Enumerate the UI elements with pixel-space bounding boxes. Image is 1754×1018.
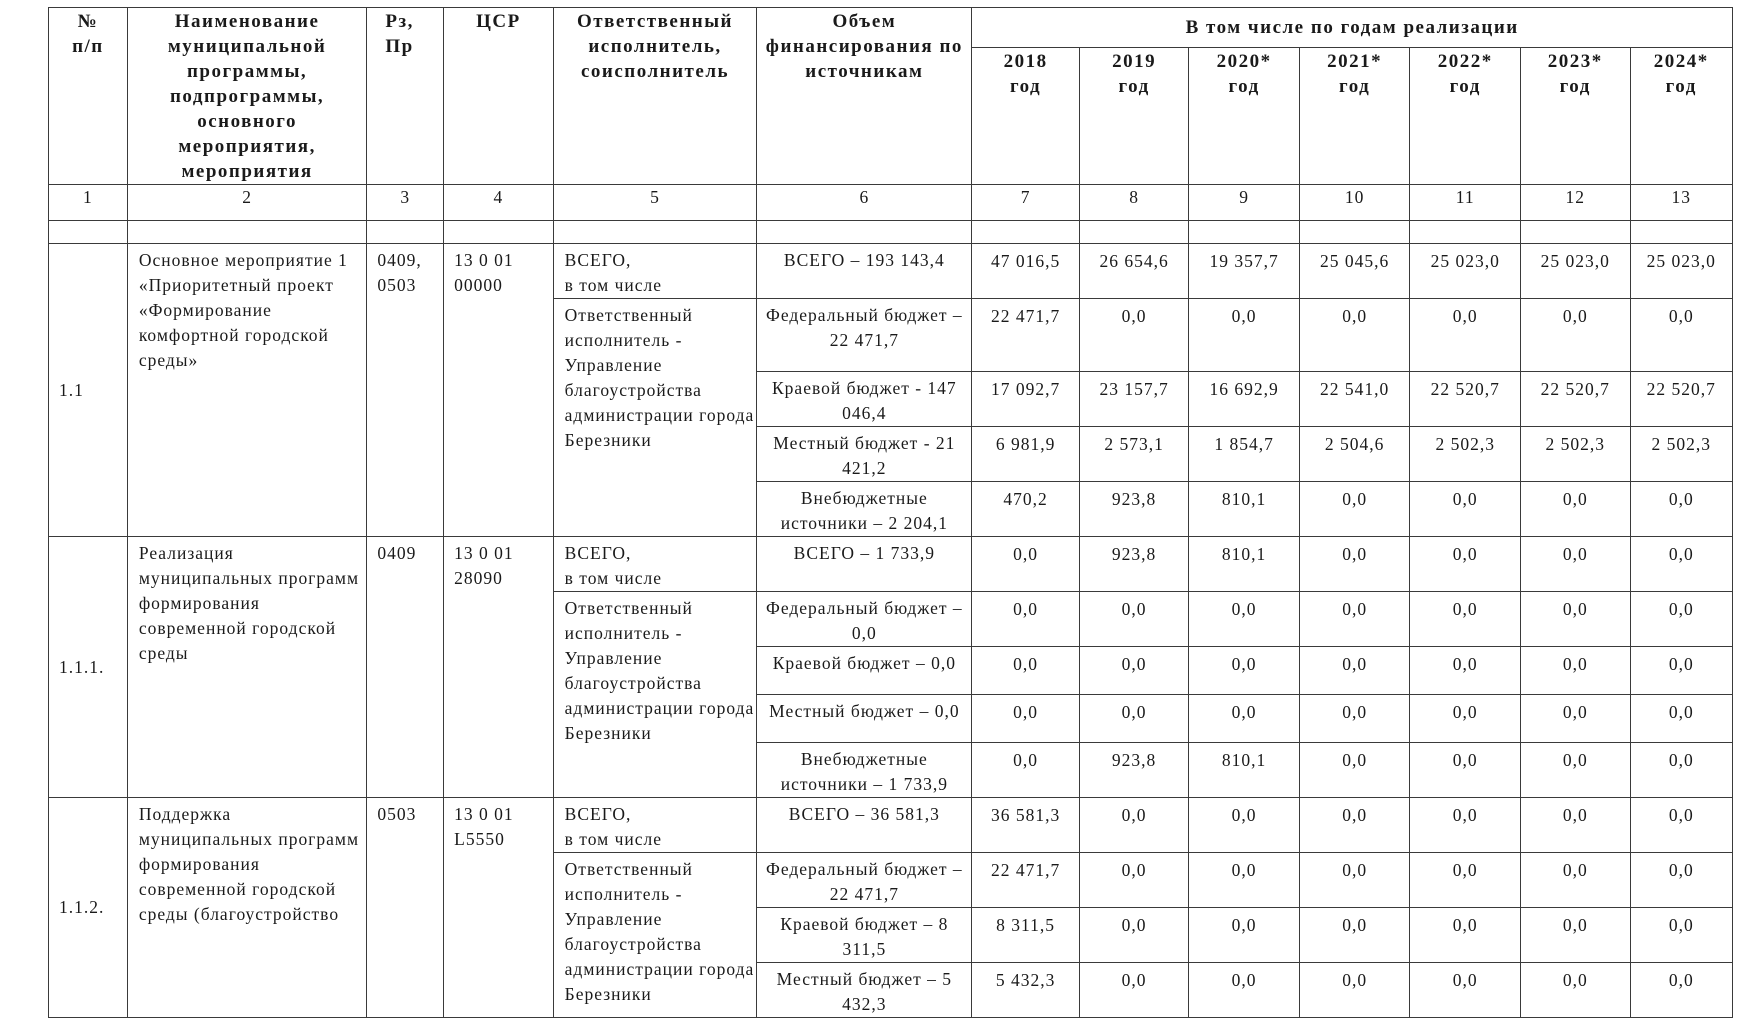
responsible-total: ВСЕГО, в том числе	[553, 244, 757, 299]
year-value: 0,0	[1189, 695, 1300, 743]
year-value: 8 311,5	[972, 908, 1079, 963]
budget-table	[48, 7, 1733, 1018]
year-value: 0,0	[1189, 299, 1300, 372]
table-header	[49, 8, 1733, 185]
responsible-total: ВСЕГО, в том числе	[553, 537, 757, 592]
funding-source: ВСЕГО – 1 733,9	[757, 537, 972, 592]
year-value: 22 541,0	[1299, 372, 1410, 427]
year-value: 0,0	[1299, 592, 1410, 647]
year-value: 0,0	[1299, 299, 1410, 372]
year-value: 19 357,7	[1189, 244, 1300, 299]
header-name: Наименование муниципальной программы, подпрограммы, основного мероприятия, мероприятия	[127, 8, 367, 185]
header-csr: ЦСР	[444, 8, 554, 185]
year-value: 25 023,0	[1630, 244, 1732, 299]
year-value: 0,0	[1630, 743, 1732, 798]
year-value: 17 092,7	[972, 372, 1079, 427]
funding-source: Федеральный бюджет – 22 471,7	[757, 853, 972, 908]
year-value: 0,0	[1630, 592, 1732, 647]
item-csr: 13 0 01 00000	[444, 244, 554, 537]
year-value: 47 016,5	[972, 244, 1079, 299]
year-value: 0,0	[1520, 798, 1630, 853]
year-value: 0,0	[972, 743, 1079, 798]
year-value: 0,0	[1299, 647, 1410, 695]
year-value: 0,0	[1189, 798, 1300, 853]
responsible-executor: Ответственный исполнитель - Управление благоустройства администрации города Березники	[553, 299, 757, 537]
year-value: 0,0	[1520, 299, 1630, 372]
year-value: 22 520,7	[1410, 372, 1521, 427]
year-value: 0,0	[1520, 908, 1630, 963]
year-value: 923,8	[1079, 482, 1189, 537]
year-value: 0,0	[972, 592, 1079, 647]
item-name: Основное мероприятие 1 «Приоритетный проект «Формирование комфортной городской среды»	[127, 244, 367, 537]
column-number: 10	[1299, 185, 1410, 221]
year-value: 25 045,6	[1299, 244, 1410, 299]
funding-source: ВСЕГО – 36 581,3	[757, 798, 972, 853]
item-number: 1.1	[49, 244, 128, 537]
header-financing: Объем финансирования по источникам	[757, 8, 972, 185]
year-value: 5 432,3	[972, 963, 1079, 1018]
year-value: 0,0	[1520, 853, 1630, 908]
year-value: 0,0	[972, 537, 1079, 592]
funding-source: Краевой бюджет – 0,0	[757, 647, 972, 695]
year-value: 0,0	[1299, 482, 1410, 537]
column-number: 3	[367, 185, 444, 221]
column-number: 5	[553, 185, 757, 221]
funding-source: Местный бюджет – 5 432,3	[757, 963, 972, 1018]
column-number: 4	[444, 185, 554, 221]
year-value: 0,0	[1299, 743, 1410, 798]
year-value: 0,0	[1299, 853, 1410, 908]
year-value: 0,0	[1630, 963, 1732, 1018]
header-years-group: В том числе по годам реализации	[972, 8, 1733, 48]
table-body	[49, 185, 1733, 1018]
year-value: 0,0	[1630, 853, 1732, 908]
blank-row	[49, 221, 1733, 244]
year-value: 0,0	[1079, 592, 1189, 647]
table-row	[49, 798, 1733, 853]
year-value: 2 504,6	[1299, 427, 1410, 482]
table-row	[49, 244, 1733, 299]
year-value: 0,0	[1630, 798, 1732, 853]
year-value: 0,0	[1630, 647, 1732, 695]
year-value: 0,0	[1410, 647, 1521, 695]
year-value: 470,2	[972, 482, 1079, 537]
funding-source: Внебюджетные источники – 2 204,1	[757, 482, 972, 537]
year-value: 923,8	[1079, 537, 1189, 592]
year-value: 0,0	[1299, 798, 1410, 853]
year-value: 0,0	[1630, 482, 1732, 537]
year-value: 0,0	[1079, 963, 1189, 1018]
column-number: 12	[1520, 185, 1630, 221]
header-year: 2022* год	[1410, 47, 1521, 184]
year-value: 23 157,7	[1079, 372, 1189, 427]
item-name: Поддержка муниципальных программ формирования современной городской среды (благоустройство	[127, 798, 367, 1018]
year-value: 0,0	[1299, 963, 1410, 1018]
year-value: 22 520,7	[1630, 372, 1732, 427]
item-csr: 13 0 01 28090	[444, 537, 554, 798]
responsible-executor: Ответственный исполнитель - Управление благоустройства администрации города Березники	[553, 592, 757, 798]
year-value: 810,1	[1189, 743, 1300, 798]
column-number: 8	[1079, 185, 1189, 221]
funding-source: Краевой бюджет – 8 311,5	[757, 908, 972, 963]
table-row	[49, 537, 1733, 592]
item-name: Реализация муниципальных программ формирования современной городской среды	[127, 537, 367, 798]
year-value: 810,1	[1189, 537, 1300, 592]
year-value: 6 981,9	[972, 427, 1079, 482]
year-value: 0,0	[1520, 695, 1630, 743]
header-year: 2020* год	[1189, 47, 1300, 184]
year-value: 0,0	[1520, 743, 1630, 798]
year-value: 0,0	[1189, 592, 1300, 647]
year-value: 0,0	[1520, 482, 1630, 537]
header-year: 2019 год	[1079, 47, 1189, 184]
year-value: 810,1	[1189, 482, 1300, 537]
year-value: 0,0	[1410, 743, 1521, 798]
responsible-executor: Ответственный исполнитель - Управление благоустройства администрации города Березники	[553, 853, 757, 1018]
responsible-total: ВСЕГО, в том числе	[553, 798, 757, 853]
year-value: 26 654,6	[1079, 244, 1189, 299]
column-number: 11	[1410, 185, 1521, 221]
column-number: 7	[972, 185, 1079, 221]
year-value: 2 502,3	[1410, 427, 1521, 482]
year-value: 0,0	[1630, 299, 1732, 372]
funding-source: Федеральный бюджет – 22 471,7	[757, 299, 972, 372]
year-value: 0,0	[1520, 592, 1630, 647]
year-value: 0,0	[1520, 537, 1630, 592]
year-value: 25 023,0	[1410, 244, 1521, 299]
year-value: 0,0	[1299, 908, 1410, 963]
year-value: 0,0	[1079, 647, 1189, 695]
year-value: 0,0	[1189, 908, 1300, 963]
item-csr: 13 0 01 L5550	[444, 798, 554, 1018]
year-value: 0,0	[1520, 647, 1630, 695]
header-year: 2024* год	[1630, 47, 1732, 184]
year-value: 0,0	[1079, 908, 1189, 963]
year-value: 16 692,9	[1189, 372, 1300, 427]
year-value: 0,0	[972, 695, 1079, 743]
year-value: 0,0	[1630, 537, 1732, 592]
year-value: 0,0	[1410, 299, 1521, 372]
year-value: 0,0	[1410, 537, 1521, 592]
year-value: 0,0	[1410, 908, 1521, 963]
year-value: 0,0	[1520, 963, 1630, 1018]
item-number: 1.1.2.	[49, 798, 128, 1018]
funding-source: Краевой бюджет - 147 046,4	[757, 372, 972, 427]
year-value: 0,0	[1189, 647, 1300, 695]
header-rzpr: Рз, Пр	[367, 8, 444, 185]
header-year: 2021* год	[1299, 47, 1410, 184]
year-value: 0,0	[1299, 537, 1410, 592]
header-year: 2023* год	[1520, 47, 1630, 184]
year-value: 36 581,3	[972, 798, 1079, 853]
column-number: 6	[757, 185, 972, 221]
funding-source: Федеральный бюджет – 0,0	[757, 592, 972, 647]
year-value: 0,0	[1189, 853, 1300, 908]
year-value: 0,0	[1410, 592, 1521, 647]
year-value: 22 471,7	[972, 299, 1079, 372]
column-number: 1	[49, 185, 128, 221]
header-responsible: Ответственный исполнитель, соисполнитель	[553, 8, 757, 185]
funding-source: Внебюджетные источники – 1 733,9	[757, 743, 972, 798]
year-value: 0,0	[1630, 695, 1732, 743]
item-rzpr: 0409, 0503	[367, 244, 444, 537]
year-value: 0,0	[1630, 908, 1732, 963]
year-value: 2 502,3	[1520, 427, 1630, 482]
year-value: 0,0	[1079, 853, 1189, 908]
year-value: 2 502,3	[1630, 427, 1732, 482]
funding-source: ВСЕГО – 193 143,4	[757, 244, 972, 299]
column-number: 2	[127, 185, 367, 221]
year-value: 0,0	[1410, 798, 1521, 853]
year-value: 923,8	[1079, 743, 1189, 798]
column-number-row	[49, 185, 1733, 221]
item-rzpr: 0503	[367, 798, 444, 1018]
item-number: 1.1.1.	[49, 537, 128, 798]
year-value: 0,0	[1079, 299, 1189, 372]
year-value: 0,0	[1410, 853, 1521, 908]
year-value: 22 520,7	[1520, 372, 1630, 427]
year-value: 22 471,7	[972, 853, 1079, 908]
year-value: 0,0	[1410, 482, 1521, 537]
year-value: 25 023,0	[1520, 244, 1630, 299]
year-value: 2 573,1	[1079, 427, 1189, 482]
funding-source: Местный бюджет – 0,0	[757, 695, 972, 743]
funding-source: Местный бюджет - 21 421,2	[757, 427, 972, 482]
year-value: 0,0	[1299, 695, 1410, 743]
year-value: 1 854,7	[1189, 427, 1300, 482]
header-num: № п/п	[49, 8, 128, 185]
year-value: 0,0	[972, 647, 1079, 695]
item-rzpr: 0409	[367, 537, 444, 798]
column-number: 13	[1630, 185, 1732, 221]
header-year: 2018 год	[972, 47, 1079, 184]
year-value: 0,0	[1410, 695, 1521, 743]
column-number: 9	[1189, 185, 1300, 221]
year-value: 0,0	[1410, 963, 1521, 1018]
year-value: 0,0	[1079, 695, 1189, 743]
year-value: 0,0	[1079, 798, 1189, 853]
year-value: 0,0	[1189, 963, 1300, 1018]
